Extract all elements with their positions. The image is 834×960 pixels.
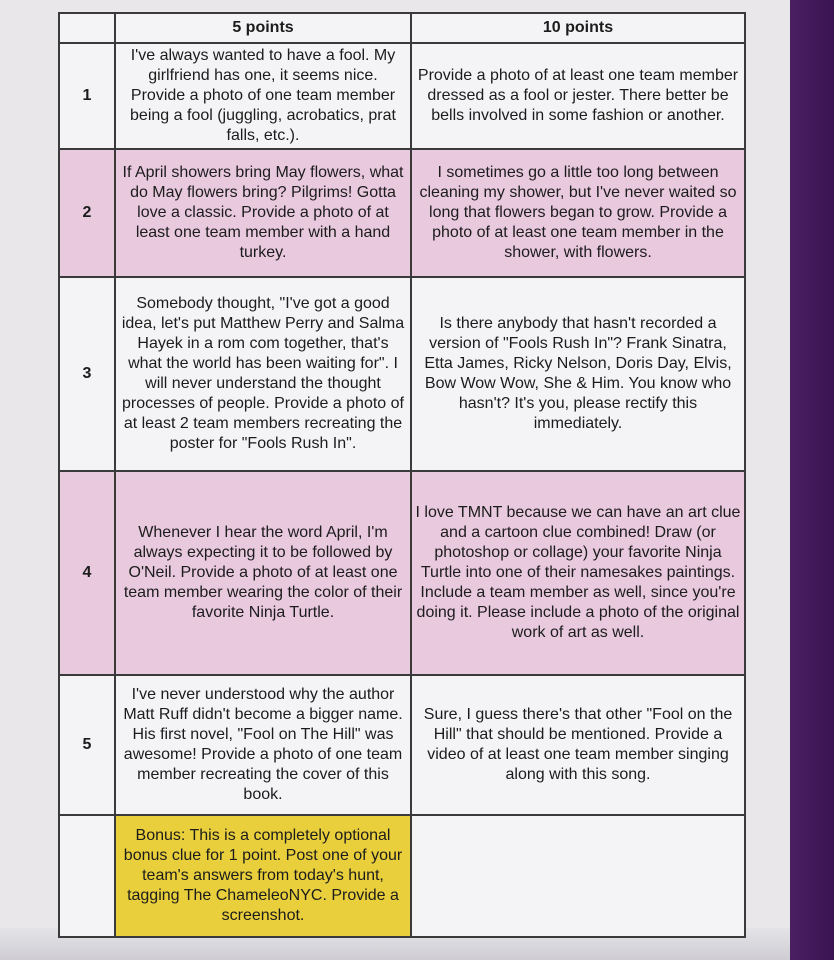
bonus-clue: Bonus: This is a completely optional bonus clue for 1 point. Post one of your team's answers from today's hunt, tagging The ChameleoNYC. Provide a screenshot.	[115, 815, 411, 937]
header-10-points: 10 points	[411, 13, 745, 43]
header-empty	[59, 13, 115, 43]
bonus-10-points-empty	[411, 815, 745, 937]
clue-5-points: Whenever I hear the word April, I'm always expecting it to be followed by O'Neil. Provide a photo of at least one team member wearing the color of their favorite Ninja Turtle.	[115, 471, 411, 675]
background-purple-strip	[790, 0, 834, 960]
clue-5-points: Somebody thought, "I've got a good idea, let's put Matthew Perry and Salma Hayek in a rom com together, that's what the world has been waiting for". I will never understand the thought processes of people. Provide a photo of at least 2 team members recreating the poster for "Fools Rush In".	[115, 277, 411, 471]
clue-10-points: Provide a photo of at least one team member dressed as a fool or jester. There better be bells involved in some fashion or another.	[411, 43, 745, 149]
table-row	[59, 149, 745, 277]
clue-10-points: Is there anybody that hasn't recorded a version of "Fools Rush In"? Frank Sinatra, Etta James, Ricky Nelson, Doris Day, Elvis, Bow Wow Wow, She & Him. You know who hasn't? It's you, please rectify this immediately.	[411, 277, 745, 471]
clue-10-points: I sometimes go a little too long between cleaning my shower, but I've never waited so long that flowers began to grow. Provide a photo of at least one team member in the shower, with flowers.	[411, 149, 745, 277]
table-row	[59, 43, 745, 149]
clue-5-points: I've always wanted to have a fool. My girlfriend has one, it seems nice. Provide a photo of one team member being a fool (juggling, acrobatics, prat falls, etc.).	[115, 43, 411, 149]
clue-table	[58, 12, 746, 938]
bonus-row	[59, 815, 745, 937]
row-number: 4	[59, 471, 115, 675]
clue-5-points: I've never understood why the author Matt Ruff didn't become a bigger name. His first novel, "Fool on The Hill" was awesome! Provide a photo of one team member recreating the cover of this book.	[115, 675, 411, 815]
table-row	[59, 277, 745, 471]
table-row	[59, 675, 745, 815]
header-5-points: 5 points	[115, 13, 411, 43]
bonus-number-empty	[59, 815, 115, 937]
clue-10-points: Sure, I guess there's that other "Fool on the Hill" that should be mentioned. Provide a video of at least one team member singing along with this song.	[411, 675, 745, 815]
table-row	[59, 471, 745, 675]
row-number: 1	[59, 43, 115, 149]
clue-5-points: If April showers bring May flowers, what do May flowers bring? Pilgrims! Gotta love a classic. Provide a photo of at least one team member with a hand turkey.	[115, 149, 411, 277]
row-number: 2	[59, 149, 115, 277]
row-number: 5	[59, 675, 115, 815]
header-row	[59, 13, 745, 43]
clue-10-points: I love TMNT because we can have an art clue and a cartoon clue combined! Draw (or photoshop or collage) your favorite Ninja Turtle into one of their namesakes paintings. Include a team member as well, since you're doing it. Please include a photo of the original work of art as well.	[411, 471, 745, 675]
row-number: 3	[59, 277, 115, 471]
